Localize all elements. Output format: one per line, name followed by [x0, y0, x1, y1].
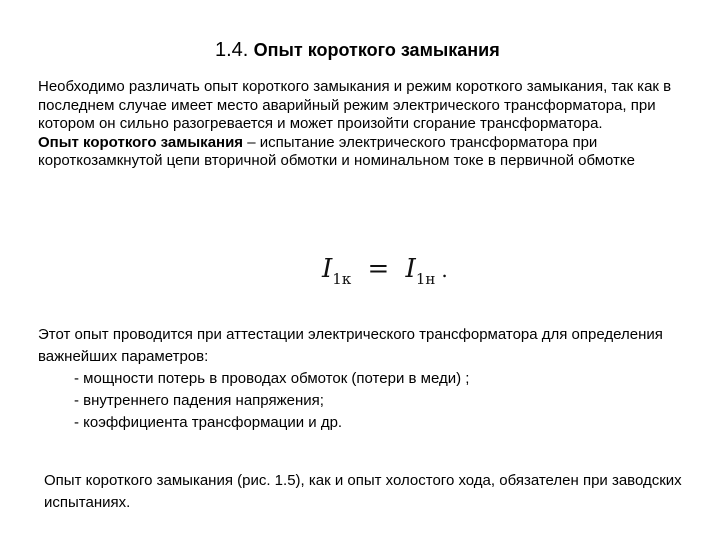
- parameter-list: [38, 368, 688, 434]
- formula-terminator: .: [441, 258, 448, 282]
- formula-lhs-symbol: I: [322, 254, 333, 284]
- definition-text: – испытание электрического трансформатора при короткозамкнутой цепи вторичной обмотки и номинальном токе в первичной обмотке: [38, 133, 636, 170]
- list-item: - мощности потерь в проводах обмоток (потери в меди) ;: [74, 370, 470, 387]
- list-item: - коэффициента трансформации и др.: [74, 414, 343, 431]
- footer-paragraph: Опыт короткого замыкания (рис. 1.5), как и опыт холостого хода, обязателен при заводских испытаниях.: [44, 472, 682, 511]
- description-lead: Этот опыт проводится при аттестации электрического трансформатора для определения важнейших параметров:: [38, 326, 663, 365]
- formula-lhs-subscript: 1к: [332, 270, 352, 288]
- intro-block: [38, 78, 688, 171]
- formula-rhs-symbol: I: [405, 254, 416, 284]
- definition-paragraph: [38, 134, 688, 171]
- formula-rhs-subscript: 1н: [415, 270, 436, 288]
- section-title: Опыт короткого замыкания: [253, 40, 500, 60]
- formula: [322, 252, 448, 287]
- list-item: - внутреннего падения напряжения;: [74, 392, 324, 409]
- definition-term: Опыт короткого замыкания: [38, 133, 244, 151]
- intro-paragraph: Необходимо различать опыт короткого замыкания и режим короткого замыкания, так как в последнем случае имеет место аварийный режим электрического трансформатора, при котором он сильно разогревается и может произойти сгорание трансформатора.: [38, 78, 672, 133]
- slide-title: [215, 38, 500, 63]
- section-number: 1.4.: [215, 39, 249, 61]
- footer-block: [44, 470, 694, 514]
- formula-operator: =: [367, 254, 390, 284]
- description-block: [38, 324, 688, 434]
